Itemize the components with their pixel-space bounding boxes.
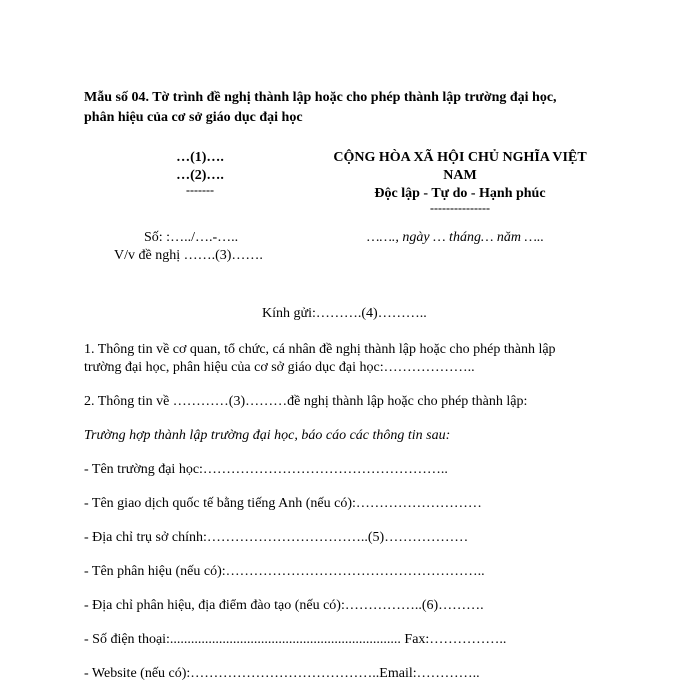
national-title-line2: NAM: [443, 168, 477, 183]
field-head-office-address: - Địa chỉ trụ sở chính:……………………………..(5)………………: [84, 530, 469, 545]
national-title-line1: CỘNG HÒA XÃ HỘI CHỦ NGHĨA VIỆT: [333, 150, 587, 165]
document-subject: V/v đề nghị …….(3)…….: [114, 248, 263, 263]
place-and-date: ……., ngày … tháng… năm …..: [367, 230, 544, 245]
agency-divider: -------: [186, 183, 214, 197]
field-university-name: - Tên trường đại học:……………………………………………..: [84, 462, 448, 477]
national-divider: ---------------: [430, 201, 490, 215]
form-title-line2: phân hiệu của cơ sở giáo dục đại học: [84, 110, 303, 125]
field-english-name: - Tên giao dịch quốc tế bằng tiếng Anh (nếu có):………………………: [84, 496, 482, 511]
section-2-heading: 2. Thông tin về …………(3)………đề nghị thành lập hoặc cho phép thành lập:: [84, 394, 528, 409]
form-title-line1: Mẫu số 04. Tờ trình đề nghị thành lập hoặc cho phép thành lập trường đại học,: [84, 90, 557, 105]
field-website-email: - Website (nếu có):…………………………………..Email:…………..: [84, 666, 480, 681]
field-phone-fax: - Số điện thoại:.................................................................. Fax:……………..: [84, 632, 507, 647]
agency-name-placeholder-2: …(2)….: [176, 168, 224, 183]
field-branch-address: - Địa chỉ phân hiệu, địa điểm đào tạo (nếu có):……………..(6)……….: [84, 598, 484, 613]
field-branch-name: - Tên phân hiệu (nếu có):………………………………………………..: [84, 564, 485, 579]
recipient-line: Kính gửi:……….(4)………..: [262, 306, 427, 321]
national-motto: Độc lập - Tự do - Hạnh phúc: [374, 186, 546, 201]
section-1-line1: 1. Thông tin về cơ quan, tổ chức, cá nhân đề nghị thành lập hoặc cho phép thành lập: [84, 342, 556, 357]
case-heading: Trường hợp thành lập trường đại học, báo cáo các thông tin sau:: [84, 428, 451, 443]
document-number: Số: :…../….-…..: [144, 230, 239, 245]
agency-name-placeholder-1: …(1)….: [176, 150, 224, 165]
section-1-line2: trường đại học, phân hiệu của cơ sở giáo dục đại học:………………..: [84, 360, 475, 375]
